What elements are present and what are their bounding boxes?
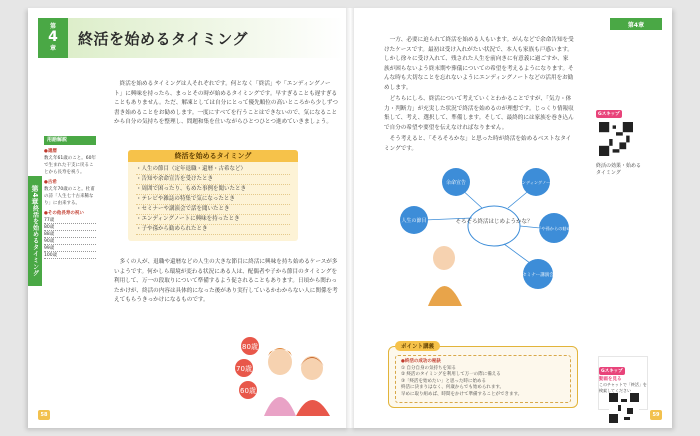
glossary-sidebar bbox=[44, 136, 96, 259]
point-content bbox=[395, 355, 571, 403]
diagram-node: 人生の節目 bbox=[401, 218, 427, 224]
glossary-list-item: 80歳 bbox=[44, 224, 96, 231]
side-tab-chapter: 第4章 bbox=[31, 185, 39, 206]
body-paragraph: 多くの人が、退職や還暦などの人生の大きな節目に終活に興味を持ち始めるケースが多いようです。何かしら環境が変わる状況にある人は、配偶者や子から節目のタイミングを利用して、万一の段取りについて準備するよう促されることもあります。日頃から関わったかけが、終活の内容は具体的になった後があり実行しているかわからない人に関係を考えてもらうきっかけになるものです。 bbox=[114, 259, 338, 303]
qr-card-video[interactable] bbox=[598, 356, 648, 410]
right-page bbox=[350, 8, 672, 428]
diagram-center-text: そろそろ終活はじめようかな？ bbox=[455, 219, 533, 225]
qr-tag: Gスキップ bbox=[601, 369, 623, 374]
elderly-couple-illustration bbox=[228, 326, 338, 416]
point-line: ② 終活のタイミングを利用して万一の際に備える bbox=[401, 372, 501, 377]
diagram-node: 余命宣告 bbox=[445, 180, 467, 186]
glossary-term: ●古希 bbox=[44, 180, 57, 185]
point-line: 終活に決まりはなく、何歳からでも始められます。 bbox=[401, 385, 505, 390]
point-tag: ポイント講義 bbox=[395, 341, 440, 351]
chapter-badge bbox=[38, 18, 68, 58]
chapter-label: 第 bbox=[49, 22, 56, 30]
qr-code-icon[interactable] bbox=[599, 122, 633, 156]
point-lecture-box bbox=[388, 346, 578, 408]
age-bubble-60: 60歳 bbox=[240, 387, 256, 395]
book-spread bbox=[28, 8, 672, 428]
qr-video-text: このチャットで「終活」を検索してください bbox=[599, 382, 647, 393]
right-body-text bbox=[384, 36, 574, 156]
glossary-list-item: 99歳 bbox=[44, 245, 96, 252]
page-number: 59 bbox=[650, 410, 662, 420]
thinking-woman-illustration bbox=[428, 246, 462, 306]
page-number: 58 bbox=[38, 410, 50, 420]
checklist-item: ・周囲で困ったり、もめた事例を聞いたとき bbox=[136, 185, 290, 195]
checklist-item: ・子や孫から勧められたとき bbox=[136, 225, 290, 235]
chapter-header bbox=[38, 18, 344, 58]
glossary-list-item: 88歳 bbox=[44, 231, 96, 238]
body-paragraph: どちらにしろ、終活について考えていくとわかることですが、「気力・体力・判断力」が充実した状況で終活を始めるのが理想です。じっくり情報収集して、考え、選択して、準備します。そして、最終的には家族を巻き込んで自分の希望や要望を伝えなければなりません。 bbox=[384, 96, 574, 131]
timing-checklist bbox=[128, 150, 298, 241]
glossary-desc: 数え年70歳のこと。杜甫の詩「人生七十古来稀なり」に由来する。 bbox=[44, 187, 95, 206]
body-paragraph: そう考えると、「そろそろかな」と思った時が終活を始めるベストなタイミングです。 bbox=[384, 136, 572, 152]
timing-diagram bbox=[384, 166, 584, 306]
page-title: 終活を始めるタイミング bbox=[78, 29, 248, 48]
side-chapter-tab bbox=[28, 176, 42, 286]
chapter-number: 4 bbox=[48, 29, 58, 46]
glossary-list-item: 100歳 bbox=[44, 252, 96, 259]
chapter-suffix: 章 bbox=[49, 44, 56, 52]
glossary-term: ●還暦 bbox=[44, 149, 57, 154]
diagram-node: 子や孫からの勧め bbox=[537, 226, 571, 231]
diagram-node: エンディングノート bbox=[517, 180, 555, 185]
qr-caption: 終活の効果・始めるタイミング bbox=[596, 163, 642, 176]
age-bubble-80: 80歳 bbox=[242, 343, 258, 351]
checklist-item: ・人生の節目（定年退職・還暦・古希など） bbox=[136, 165, 290, 175]
intro-paragraph: 終活を始めるタイミングは人それぞれです。何となく「終活」や「エンディングノート」に興味を持ったら、まっとその時が始めるタイミングです。早すぎることも遅すぎることもありません。ただ、解凍としては自分にとって優先順位の高いところから少しずつ書き始めることをお勧めします。一度にすべてを行うことはできないので、気になることから自分の気持ちを整理し、問題和集を仕いながらひとつひとつ進めていきましょう。 bbox=[114, 81, 338, 125]
qr-card[interactable] bbox=[596, 100, 646, 177]
checklist-item: ・テレビや雑誌の特集で気になったとき bbox=[136, 195, 290, 205]
glossary-list-item: 90歳 bbox=[44, 238, 96, 245]
glossary-desc: 数え年61歳のこと。60年で生まれた干支に戻ることから長寿を祝う。 bbox=[44, 156, 96, 175]
glossary-list bbox=[44, 217, 96, 259]
point-line: ③「終活を始めたい」と思った時に始める bbox=[401, 378, 487, 384]
checklist-item: ・告知や余命宣告を受けたとき bbox=[136, 175, 290, 185]
glossary-title: 用語解説 bbox=[44, 136, 96, 145]
qr-video-title: 動画を見る bbox=[599, 377, 622, 382]
qr-code-icon[interactable] bbox=[609, 393, 639, 423]
body-paragraph: 一方、必要に迫られて終活を始める人もいます。がんなどで余命告知を受けたケースです。最初は受け入れがたい状況で、本人も家族も戸惑います。しかし徐々に受け入れて、残された人生を前向きに有意義に過ごすか、家族が困らないよう終末期や葬儀についての希望を考えるようになります。そんな時も大切なことを忘れないようにエンディングノートなどの活用をお勧めします。 bbox=[384, 37, 574, 91]
checklist-title: 終活を始めるタイミング bbox=[128, 150, 298, 162]
book-gutter bbox=[346, 8, 354, 428]
point-line: 早めに取り組めば、時間をかけて準備することができます。 bbox=[401, 391, 523, 397]
diagram-node: セミナー講演会 bbox=[522, 273, 554, 278]
age-bubble-70: 70歳 bbox=[236, 365, 252, 373]
intro-text bbox=[114, 80, 338, 128]
glossary-list-item: 77歳 bbox=[44, 217, 96, 224]
qr-tag: Gスキップ bbox=[598, 112, 620, 117]
checklist-item: ・セミナーや講演会で話を聞いたとき bbox=[136, 205, 290, 215]
side-tab-label: 終活を始めるタイミング bbox=[31, 205, 39, 277]
checklist-item: ・エンディングノートに興味を持ったとき bbox=[136, 215, 290, 225]
left-page bbox=[28, 8, 350, 428]
checklist-items bbox=[128, 162, 298, 235]
chapter-tag: 第4章 bbox=[610, 18, 662, 30]
glossary-term: ●その他長寿の祝い bbox=[44, 211, 84, 216]
point-subtitle: ●終活の成功の秘訣 bbox=[401, 359, 441, 364]
point-line: ① 自分自身の気持ちを知る bbox=[401, 365, 456, 371]
